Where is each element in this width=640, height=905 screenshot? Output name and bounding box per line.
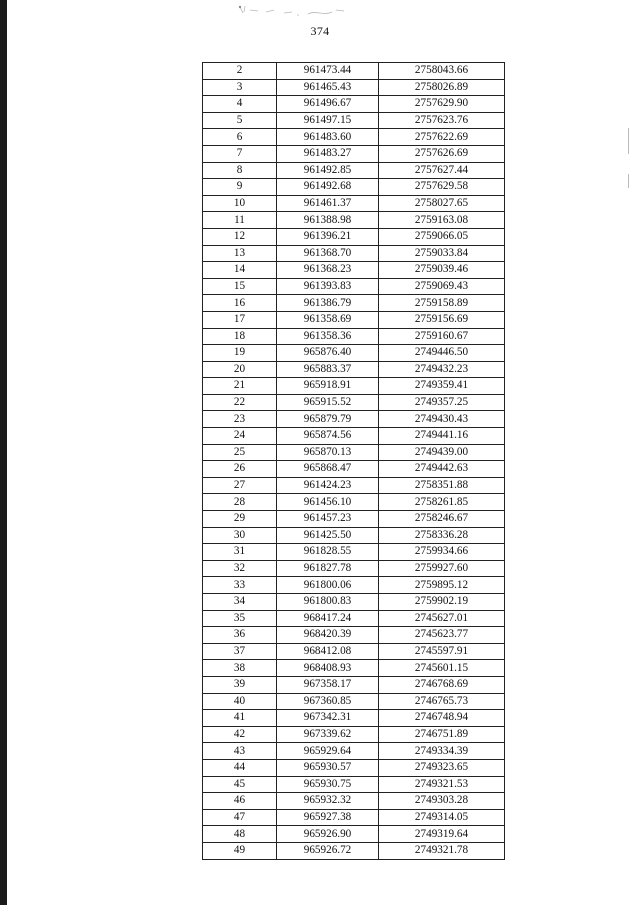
table-row	[203, 527, 505, 544]
point-number-cell: 6	[203, 129, 277, 146]
table-row	[203, 743, 505, 760]
table-row	[203, 461, 505, 478]
table-row	[203, 262, 505, 279]
table-row	[203, 145, 505, 162]
table-row	[203, 577, 505, 594]
x-coordinate-cell: 967360.85	[277, 693, 379, 710]
point-number-cell: 8	[203, 162, 277, 179]
point-number-cell: 37	[203, 643, 277, 660]
y-coordinate-cell: 2746765.73	[379, 693, 505, 710]
point-number-cell: 24	[203, 428, 277, 445]
point-number-cell: 16	[203, 295, 277, 312]
table-row	[203, 79, 505, 96]
page-number: 374	[310, 24, 330, 38]
table-row	[203, 809, 505, 826]
point-number-cell: 11	[203, 212, 277, 229]
x-coordinate-cell: 965870.13	[277, 444, 379, 461]
y-coordinate-cell: 2746748.94	[379, 710, 505, 727]
y-coordinate-cell: 2746751.89	[379, 726, 505, 743]
y-coordinate-cell: 2758027.65	[379, 195, 505, 212]
table-row	[203, 345, 505, 362]
y-coordinate-cell: 2749442.63	[379, 461, 505, 478]
point-number-cell: 15	[203, 278, 277, 295]
y-coordinate-cell: 2758026.89	[379, 79, 505, 96]
point-number-cell: 13	[203, 245, 277, 262]
y-coordinate-cell: 2749432.23	[379, 361, 505, 378]
x-coordinate-cell: 965879.79	[277, 411, 379, 428]
table-row	[203, 826, 505, 843]
x-coordinate-cell: 961492.85	[277, 162, 379, 179]
x-coordinate-cell: 968408.93	[277, 660, 379, 677]
scan-artifact-mark	[628, 128, 629, 154]
table-row	[203, 411, 505, 428]
x-coordinate-cell: 961368.70	[277, 245, 379, 262]
x-coordinate-cell: 961358.69	[277, 311, 379, 328]
y-coordinate-cell: 2749323.65	[379, 759, 505, 776]
point-number-cell: 17	[203, 311, 277, 328]
x-coordinate-cell: 961827.78	[277, 560, 379, 577]
x-coordinate-cell: 968417.24	[277, 610, 379, 627]
x-coordinate-cell: 965868.47	[277, 461, 379, 478]
x-coordinate-cell: 967342.31	[277, 710, 379, 727]
table-row	[203, 610, 505, 627]
point-number-cell: 38	[203, 660, 277, 677]
x-coordinate-cell: 961368.23	[277, 262, 379, 279]
y-coordinate-cell: 2749439.00	[379, 444, 505, 461]
point-number-cell: 33	[203, 577, 277, 594]
x-coordinate-cell: 961800.06	[277, 577, 379, 594]
y-coordinate-cell: 2758261.85	[379, 494, 505, 511]
scan-artifact-mark	[628, 174, 629, 188]
table-row	[203, 511, 505, 528]
table-row	[203, 627, 505, 644]
table-row	[203, 793, 505, 810]
x-coordinate-cell: 961393.83	[277, 278, 379, 295]
y-coordinate-cell: 2759158.89	[379, 295, 505, 312]
point-number-cell: 3	[203, 79, 277, 96]
table-row	[203, 710, 505, 727]
y-coordinate-cell: 2757622.69	[379, 129, 505, 146]
y-coordinate-cell: 2759160.67	[379, 328, 505, 345]
y-coordinate-cell: 2757623.76	[379, 112, 505, 129]
table-row	[203, 660, 505, 677]
x-coordinate-cell: 961457.23	[277, 511, 379, 528]
point-number-cell: 42	[203, 726, 277, 743]
table-row	[203, 544, 505, 561]
table-row	[203, 444, 505, 461]
table-row	[203, 676, 505, 693]
point-number-cell: 21	[203, 378, 277, 395]
x-coordinate-cell: 961386.79	[277, 295, 379, 312]
x-coordinate-cell: 961496.67	[277, 96, 379, 113]
x-coordinate-cell: 961828.55	[277, 544, 379, 561]
point-number-cell: 5	[203, 112, 277, 129]
y-coordinate-cell: 2745623.77	[379, 627, 505, 644]
x-coordinate-cell: 965915.52	[277, 394, 379, 411]
x-coordinate-cell: 965932.32	[277, 793, 379, 810]
x-coordinate-cell: 961456.10	[277, 494, 379, 511]
table-row	[203, 228, 505, 245]
y-coordinate-cell: 2749441.16	[379, 428, 505, 445]
point-number-cell: 2	[203, 63, 277, 80]
x-coordinate-cell: 965927.38	[277, 809, 379, 826]
table-row	[203, 212, 505, 229]
table-row	[203, 494, 505, 511]
table-row	[203, 96, 505, 113]
y-coordinate-cell: 2749334.39	[379, 743, 505, 760]
y-coordinate-cell: 2749446.50	[379, 345, 505, 362]
y-coordinate-cell: 2757629.90	[379, 96, 505, 113]
table-row	[203, 179, 505, 196]
y-coordinate-cell: 2745627.01	[379, 610, 505, 627]
x-coordinate-cell: 967358.17	[277, 676, 379, 693]
x-coordinate-cell: 965930.75	[277, 776, 379, 793]
x-coordinate-cell: 961473.44	[277, 63, 379, 80]
table-row	[203, 311, 505, 328]
x-coordinate-cell: 961424.23	[277, 477, 379, 494]
x-coordinate-cell: 965930.57	[277, 759, 379, 776]
table-row	[203, 693, 505, 710]
y-coordinate-cell: 2759039.46	[379, 262, 505, 279]
y-coordinate-cell: 2749430.43	[379, 411, 505, 428]
y-coordinate-cell: 2759934.66	[379, 544, 505, 561]
point-number-cell: 12	[203, 228, 277, 245]
point-number-cell: 23	[203, 411, 277, 428]
x-coordinate-cell: 961461.37	[277, 195, 379, 212]
point-number-cell: 29	[203, 511, 277, 528]
point-number-cell: 36	[203, 627, 277, 644]
y-coordinate-cell: 2757627.44	[379, 162, 505, 179]
coordinates-table	[202, 62, 505, 860]
table-row	[203, 394, 505, 411]
x-coordinate-cell: 961497.15	[277, 112, 379, 129]
faded-stamp-mark	[236, 4, 366, 20]
x-coordinate-cell: 961492.68	[277, 179, 379, 196]
y-coordinate-cell: 2749319.64	[379, 826, 505, 843]
y-coordinate-cell: 2759033.84	[379, 245, 505, 262]
table-row	[203, 643, 505, 660]
y-coordinate-cell: 2749303.28	[379, 793, 505, 810]
table-row	[203, 594, 505, 611]
y-coordinate-cell: 2749357.25	[379, 394, 505, 411]
x-coordinate-cell: 968412.08	[277, 643, 379, 660]
point-number-cell: 19	[203, 345, 277, 362]
table-row	[203, 295, 505, 312]
x-coordinate-cell: 965874.56	[277, 428, 379, 445]
point-number-cell: 41	[203, 710, 277, 727]
point-number-cell: 32	[203, 560, 277, 577]
point-number-cell: 9	[203, 179, 277, 196]
point-number-cell: 49	[203, 842, 277, 859]
point-number-cell: 45	[203, 776, 277, 793]
point-number-cell: 39	[203, 676, 277, 693]
point-number-cell: 43	[203, 743, 277, 760]
table-row	[203, 560, 505, 577]
y-coordinate-cell: 2745597.91	[379, 643, 505, 660]
x-coordinate-cell: 965883.37	[277, 361, 379, 378]
x-coordinate-cell: 967339.62	[277, 726, 379, 743]
y-coordinate-cell: 2757626.69	[379, 145, 505, 162]
x-coordinate-cell: 968420.39	[277, 627, 379, 644]
x-coordinate-cell: 965918.91	[277, 378, 379, 395]
point-number-cell: 20	[203, 361, 277, 378]
table-row	[203, 162, 505, 179]
y-coordinate-cell: 2757629.58	[379, 179, 505, 196]
point-number-cell: 40	[203, 693, 277, 710]
x-coordinate-cell: 961358.36	[277, 328, 379, 345]
point-number-cell: 47	[203, 809, 277, 826]
point-number-cell: 44	[203, 759, 277, 776]
table-row	[203, 726, 505, 743]
table-row	[203, 776, 505, 793]
table-row	[203, 129, 505, 146]
point-number-cell: 35	[203, 610, 277, 627]
point-number-cell: 48	[203, 826, 277, 843]
point-number-cell: 26	[203, 461, 277, 478]
y-coordinate-cell: 2759066.05	[379, 228, 505, 245]
x-coordinate-cell: 965929.64	[277, 743, 379, 760]
y-coordinate-cell: 2759927.60	[379, 560, 505, 577]
y-coordinate-cell: 2759163.08	[379, 212, 505, 229]
y-coordinate-cell: 2749321.78	[379, 842, 505, 859]
y-coordinate-cell: 2758043.66	[379, 63, 505, 80]
point-number-cell: 25	[203, 444, 277, 461]
table-row	[203, 112, 505, 129]
x-coordinate-cell: 961483.60	[277, 129, 379, 146]
y-coordinate-cell: 2759069.43	[379, 278, 505, 295]
table-row	[203, 278, 505, 295]
table-row	[203, 328, 505, 345]
x-coordinate-cell: 965926.90	[277, 826, 379, 843]
point-number-cell: 10	[203, 195, 277, 212]
point-number-cell: 28	[203, 494, 277, 511]
y-coordinate-cell: 2758351.88	[379, 477, 505, 494]
point-number-cell: 4	[203, 96, 277, 113]
x-coordinate-cell: 961396.21	[277, 228, 379, 245]
x-coordinate-cell: 965876.40	[277, 345, 379, 362]
point-number-cell: 30	[203, 527, 277, 544]
table-row	[203, 63, 505, 80]
y-coordinate-cell: 2759895.12	[379, 577, 505, 594]
x-coordinate-cell: 961425.50	[277, 527, 379, 544]
y-coordinate-cell: 2759156.69	[379, 311, 505, 328]
table-row	[203, 195, 505, 212]
y-coordinate-cell: 2749321.53	[379, 776, 505, 793]
coordinates-table-body	[203, 63, 505, 860]
x-coordinate-cell: 961483.27	[277, 145, 379, 162]
x-coordinate-cell: 965926.72	[277, 842, 379, 859]
y-coordinate-cell: 2749359.41	[379, 378, 505, 395]
point-number-cell: 27	[203, 477, 277, 494]
y-coordinate-cell: 2745601.15	[379, 660, 505, 677]
y-coordinate-cell: 2758246.67	[379, 511, 505, 528]
x-coordinate-cell: 961800.83	[277, 594, 379, 611]
table-row	[203, 245, 505, 262]
x-coordinate-cell: 961465.43	[277, 79, 379, 96]
table-row	[203, 477, 505, 494]
x-coordinate-cell: 961388.98	[277, 212, 379, 229]
y-coordinate-cell: 2746768.69	[379, 676, 505, 693]
scan-left-edge	[0, 0, 7, 905]
point-number-cell: 7	[203, 145, 277, 162]
y-coordinate-cell: 2759902.19	[379, 594, 505, 611]
y-coordinate-cell: 2749314.05	[379, 809, 505, 826]
point-number-cell: 22	[203, 394, 277, 411]
point-number-cell: 18	[203, 328, 277, 345]
y-coordinate-cell: 2758336.28	[379, 527, 505, 544]
table-row	[203, 378, 505, 395]
table-row	[203, 361, 505, 378]
table-row	[203, 842, 505, 859]
table-row	[203, 759, 505, 776]
point-number-cell: 14	[203, 262, 277, 279]
table-row	[203, 428, 505, 445]
point-number-cell: 46	[203, 793, 277, 810]
point-number-cell: 34	[203, 594, 277, 611]
point-number-cell: 31	[203, 544, 277, 561]
